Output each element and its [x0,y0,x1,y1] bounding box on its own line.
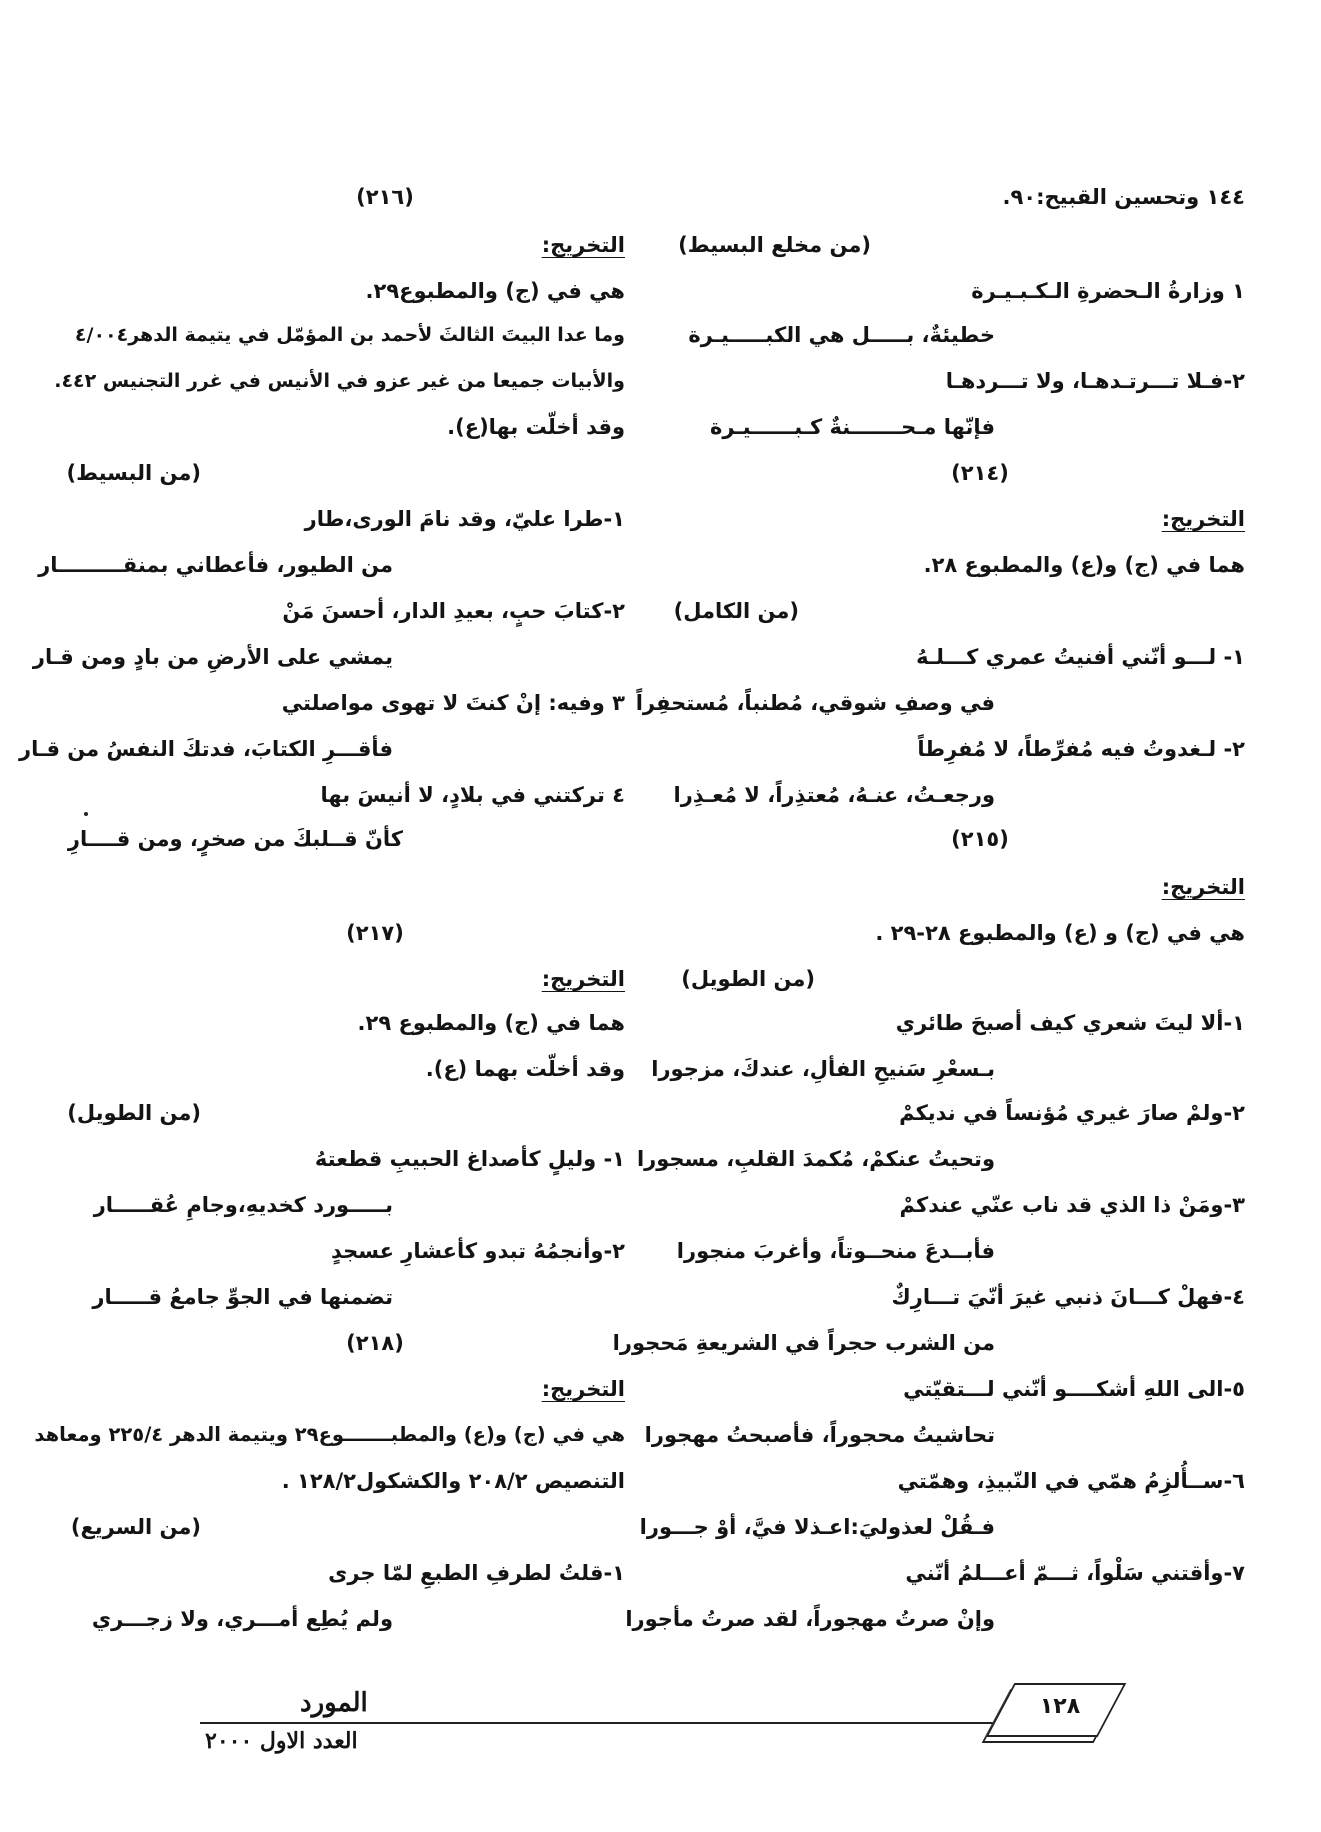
footer-rule [200,1722,1095,1724]
verse-line: بـــــورد كخديهِ،وجامِ عُقـــــار [93,1193,393,1217]
verse-line: بـسعْرِ سَنيحِ الفألِ، عندكَ، مزجورا [651,1057,995,1081]
takhrij-text: هما في (ج) و(ع) والمطبوع ٢٨. [923,553,1245,577]
meter-label: (من مخلع البسيط) [678,233,871,257]
verse-line: ٤ تركتني في بلادٍ، لا أنيسَ بها [320,783,625,807]
verse-line: فإنّها مـحـــــــنةٌ كـبــــــيـرة [710,415,995,439]
verse-line: ولم يُطِع أمـــري، ولا زجـــري [91,1607,393,1631]
poem-number: (٢١٨) [346,1331,404,1355]
takhrij-text: هي في (ج) و (ع) والمطبوع ٢٨-٢٩ . [875,921,1245,945]
verse-line: ٦-ســأُلزِمُ همّي في النّبيذِ، وهمّتي [897,1469,1245,1493]
takhrij-text: وقد أخلّت بهما (ع). [425,1057,625,1081]
takhrij-text: التنصيص ٢٠٨/٢ والكشكول١٢٨/٢ . [281,1469,625,1493]
verse-line: ١-قلتُ لطرفِ الطبعِ لمّا جرى [328,1561,625,1585]
meter-label: (من الطويل) [67,1101,201,1125]
verse-line: فأبــدعَ منحــوتاً، وأغربَ منجورا [676,1239,995,1263]
verse-line: ٤-فهلْ كـــانَ ذنبي غيرَ أنّيَ تـــارِكٌ [891,1285,1245,1309]
takhrij-text: وما عدا البيتَ الثالثَ لأحمد بن المؤمّل في يتيمة الدهر٤/٠٠٤ [74,324,625,346]
verse-line: ١ وزارةُ الـحضرةِ الـكـبـيـرة [971,279,1245,303]
takhrij-heading: التخريج: [541,1377,625,1401]
verse-line: ورجعـتُ، عنـهُ، مُعتذِراً، لا مُعـذِرا [673,783,995,807]
takhrij-text: وقد أخلّت بها(ع). [447,415,625,439]
verse-line: وإنْ صرتُ مهجوراً، لقد صرتُ مأجورا [625,1607,995,1631]
verse-line: ٢- لـغدوتُ فيه مُفرِّطاً، لا مُفرِطاً [917,737,1245,761]
verse-line: ٢-وأنجمُهُ تبدو كأعشارِ عسجدٍ [331,1239,625,1263]
verse-line: من الشرب حجراً في الشريعةِ مَحجورا [612,1331,995,1355]
stray-dot [84,812,88,816]
meter-label: (من الطويل) [681,967,815,991]
poem-number: (٢١٦) [356,185,414,209]
verse-line: خطيئةٌ، بـــــل هي الكبـــــيـرة [688,323,995,347]
takhrij-heading: التخريج: [541,967,625,991]
verse-line: فأقـــرِ الكتابَ، فدتكَ النفسُ من قـار [19,737,393,761]
magazine-name: المورد [300,1688,368,1718]
takhrij-heading: التخريج: [1161,875,1245,899]
verse-line: فـقُلْ لعذوليَ:اعـذلا فيَّ، أوْ جـــورا [639,1515,995,1539]
verse-line: ٢-كتابَ حبٍ، بعيدِ الدار، أحسنَ مَنْ [282,599,625,623]
poem-number: (٢١٧) [346,921,404,945]
verse-line: يمشي على الأرضِ من بادٍ ومن قـار [32,645,393,669]
verse-line: من الطيور، فأعطاني بمنقـــــــــار [38,553,393,577]
takhrij-text: هما في (ج) والمطبوع ٢٩. [357,1011,625,1035]
takhrij-heading: التخريج: [541,233,625,257]
verse-line: ٢-ولمْ صارَ غيري مُؤنساً في نديكمْ [899,1101,1245,1125]
takhrij-text: هي في (ج) و(ع) والمطبـــــــوع٢٩ ويتيمة الدهر ٢٢٥/٤ ومعاهد [34,1423,625,1446]
takhrij-text: والأبيات جميعا من غير عزو في الأنيس في غرر التجنيس ٤٤٢. [54,370,625,392]
verse-line: ١- لـــو أنّني أفنيتُ عمري كـــلـهُ [916,645,1245,669]
header-line: ١٤٤ وتحسين القبيح:٩٠. [1002,185,1245,209]
verse-line: ٣ وفيه: إنْ كنتَ لا تهوى مواصلتي [281,691,625,715]
meter-label: (من البسيط) [66,461,201,485]
issue-label: العدد الاول ٢٠٠٠ [205,1728,358,1754]
takhrij-heading: التخريج: [1161,507,1245,531]
meter-label: (من الكامل) [673,599,799,623]
poem-number: (٢١٥) [951,827,1009,851]
poem-number: (٢١٤) [951,461,1009,485]
verse-line: ١- وليلٍ كأصداغ الحبيبِ قطعتهُ [314,1147,625,1171]
verse-line: في وصفِ شوقي، مُطنباً، مُستحفِراً [635,691,995,715]
verse-line: ١-ألا ليتَ شعري كيف أصبحَ طائري [895,1011,1245,1035]
verse-line: وتحيتُ عنكمْ، مُكمدَ القلبِ، مسجورا [636,1147,995,1171]
page-number: ١٢٨ [1039,1694,1081,1719]
verse-line: ١-طرا عليّ، وقد نامَ الورى،طار [304,507,625,531]
verse-line: ٧-وأقتني سَلْواً، ثـــمّ أعـــلمُ أنّني [905,1561,1245,1585]
meter-label: (من السريع) [70,1515,201,1539]
verse-line: كأنّ قــلبكَ من صخرٍ، ومن قــــارِ [67,827,403,851]
verse-line: ٣-ومَنْ ذا الذي قد ناب عنّي عندكمْ [899,1193,1245,1217]
verse-line: تحاشيتُ محجوراً، فأصبحتُ مهجورا [644,1423,995,1447]
takhrij-text: هي في (ج) والمطبوع٢٩. [365,279,625,303]
verse-line: تضمنها في الجوِّ جامعُ قـــــار [92,1285,393,1309]
verse-line: ٥-الى اللهِ أشكــــو أنّني لـــتقيّتي [903,1377,1245,1401]
verse-line: ٢-فـلا تـــرتـدهـا، ولا تـــردهـا [945,369,1245,393]
